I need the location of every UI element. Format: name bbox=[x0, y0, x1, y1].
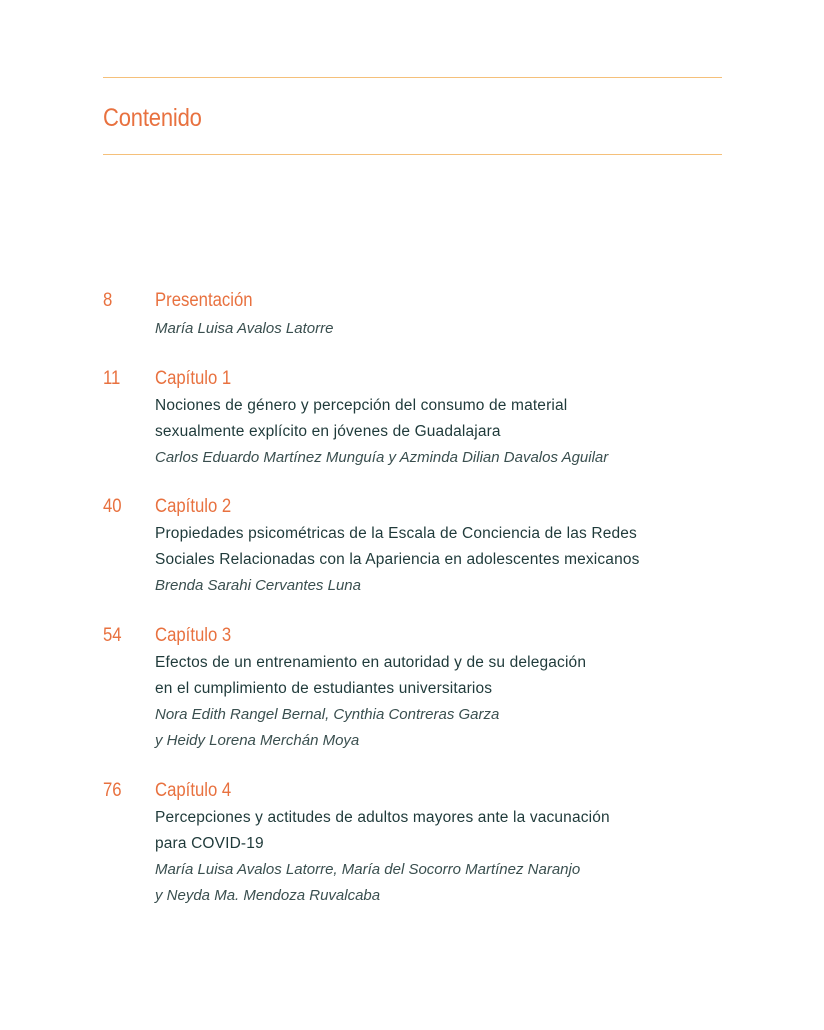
title-line: Nociones de género y percepción del consumo de material bbox=[155, 397, 568, 414]
entry-authors bbox=[155, 573, 361, 599]
page-title: Contenido bbox=[103, 104, 202, 132]
author-line: María Luisa Avalos Latorre bbox=[155, 320, 334, 337]
author-line: y Neyda Ma. Mendoza Ruvalcaba bbox=[155, 887, 381, 904]
author-line: y Heidy Lorena Merchán Moya bbox=[155, 732, 360, 749]
entry-label: Presentación bbox=[155, 290, 253, 311]
entry-title bbox=[155, 393, 567, 445]
top-rule bbox=[103, 77, 722, 78]
entry-label: Capítulo 2 bbox=[155, 496, 232, 517]
title-line: para COVID-19 bbox=[155, 835, 264, 852]
bottom-rule bbox=[103, 154, 722, 155]
entry-label: Capítulo 3 bbox=[155, 625, 232, 646]
page-number: 40 bbox=[103, 496, 122, 517]
author-line: Nora Edith Rangel Bernal, Cynthia Contreras Garza bbox=[155, 706, 500, 723]
entry-title bbox=[155, 650, 586, 702]
author-line: Brenda Sarahi Cervantes Luna bbox=[155, 577, 361, 594]
title-line: Sociales Relacionadas con la Apariencia en adolescentes mexicanos bbox=[155, 551, 640, 568]
author-line: Carlos Eduardo Martínez Munguía y Azminda Dilian Davalos Aguilar bbox=[155, 449, 609, 466]
title-line: Propiedades psicométricas de la Escala de Conciencia de las Redes bbox=[155, 525, 637, 542]
page-number: 11 bbox=[103, 368, 121, 389]
title-line: Percepciones y actitudes de adultos mayores ante la vacunación bbox=[155, 809, 610, 826]
entry-label: Capítulo 4 bbox=[155, 780, 232, 801]
title-line: Efectos de un entrenamiento en autoridad y de su delegación bbox=[155, 654, 587, 671]
entry-title bbox=[155, 805, 610, 857]
page-number: 54 bbox=[103, 625, 122, 646]
title-line: sexualmente explícito en jóvenes de Guadalajara bbox=[155, 423, 501, 440]
author-line: María Luisa Avalos Latorre, María del Socorro Martínez Naranjo bbox=[155, 861, 581, 878]
entry-authors bbox=[155, 857, 580, 909]
entry-authors bbox=[155, 702, 499, 754]
entry-label: Capítulo 1 bbox=[155, 368, 232, 389]
page-number: 76 bbox=[103, 780, 122, 801]
entry-authors bbox=[155, 445, 608, 471]
entry-authors bbox=[155, 316, 333, 342]
entry-title bbox=[155, 521, 640, 573]
page-number: 8 bbox=[103, 290, 113, 311]
title-line: en el cumplimiento de estudiantes universitarios bbox=[155, 680, 493, 697]
